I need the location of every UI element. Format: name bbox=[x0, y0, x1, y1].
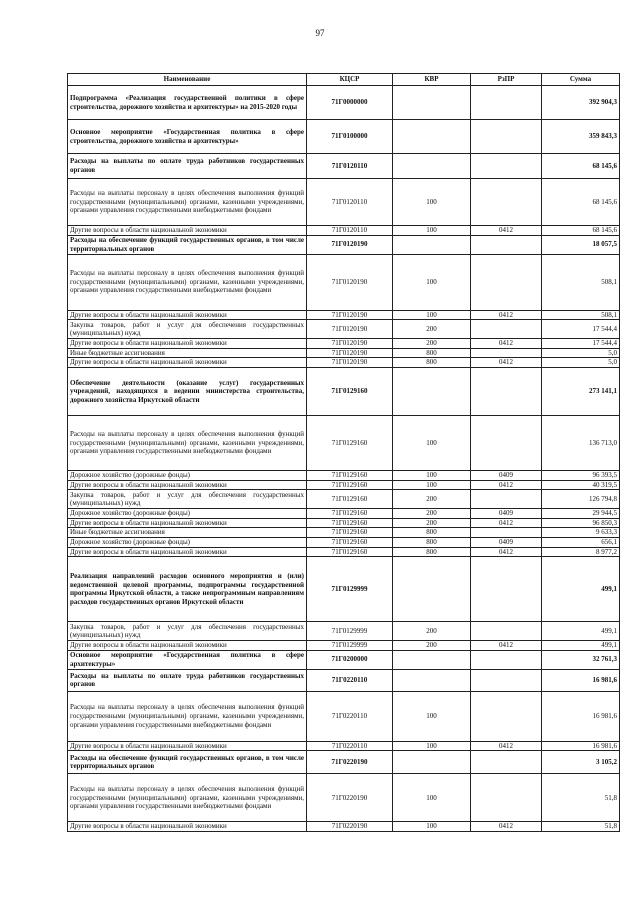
table-row bbox=[68, 518, 620, 528]
cell-rzpr bbox=[471, 179, 542, 226]
cell-kvr: 200 bbox=[393, 509, 471, 519]
cell-rzpr: 0412 bbox=[471, 358, 542, 368]
cell-kvr: 800 bbox=[393, 537, 471, 547]
cell-kcsr: 71Г0120110 bbox=[307, 154, 393, 179]
cell-kcsr: 71Г0220110 bbox=[307, 669, 393, 691]
column-header-kvr: КВР bbox=[393, 74, 471, 86]
table-row bbox=[68, 622, 620, 641]
cell-kcsr: 71Г0120190 bbox=[307, 320, 393, 339]
cell-sum: 656,1 bbox=[542, 537, 620, 547]
cell-kvr: 100 bbox=[393, 470, 471, 480]
cell-kvr bbox=[393, 235, 471, 254]
cell-sum: 29 944,5 bbox=[542, 509, 620, 519]
cell-sum: 17 544,4 bbox=[542, 339, 620, 349]
cell-kcsr: 71Г0120190 bbox=[307, 235, 393, 254]
cell-sum: 68 145,6 bbox=[542, 226, 620, 236]
cell-kvr: 100 bbox=[393, 691, 471, 741]
cell-name: Другие вопросы в области национальной экономики bbox=[68, 480, 307, 490]
cell-rzpr bbox=[471, 528, 542, 538]
cell-sum: 17 544,4 bbox=[542, 320, 620, 339]
cell-rzpr bbox=[471, 622, 542, 641]
table-row bbox=[68, 339, 620, 349]
cell-sum: 126 794,8 bbox=[542, 490, 620, 509]
cell-sum: 5,0 bbox=[542, 348, 620, 358]
cell-name: Другие вопросы в области национальной экономики bbox=[68, 339, 307, 349]
cell-kvr: 800 bbox=[393, 358, 471, 368]
cell-name: Расходы на выплаты персоналу в целях обеспечения выполнения функций государственными (муниципальными) органами, казенными учреждениями, органами управления государственными внебюджетными фондами bbox=[68, 179, 307, 226]
cell-sum: 68 145,6 bbox=[542, 179, 620, 226]
cell-name: Закупка товаров, работ и услуг для обеспечения государственных (муниципальных) нужд bbox=[68, 622, 307, 641]
cell-rzpr: 0412 bbox=[471, 547, 542, 557]
cell-kcsr: 71Г0120190 bbox=[307, 339, 393, 349]
cell-kcsr: 71Г0129160 bbox=[307, 415, 393, 470]
cell-kvr: 100 bbox=[393, 254, 471, 310]
cell-name: Другие вопросы в области национальной экономики bbox=[68, 358, 307, 368]
cell-name: Расходы на выплаты персоналу в целях обеспечения выполнения функций государственными (муниципальными) органами, казенными учреждениями, органами управления государственными внебюджетными фондами bbox=[68, 691, 307, 741]
cell-sum: 68 145,6 bbox=[542, 154, 620, 179]
cell-name: Иные бюджетные ассигнования bbox=[68, 348, 307, 358]
cell-rzpr: 0412 bbox=[471, 339, 542, 349]
cell-kcsr: 71Г0129160 bbox=[307, 470, 393, 480]
cell-rzpr: 0412 bbox=[471, 641, 542, 651]
cell-kvr: 100 bbox=[393, 310, 471, 320]
table-row bbox=[68, 547, 620, 557]
cell-kvr: 100 bbox=[393, 415, 471, 470]
cell-kvr: 800 bbox=[393, 547, 471, 557]
table-row bbox=[68, 557, 620, 622]
cell-name: Обеспечение деятельности (оказание услуг) государственных учреждений, находящихся в ведении министерства строительства, дорожного хозяйства Иркутской области bbox=[68, 367, 307, 415]
cell-name: Основное мероприятие «Государственная политика в сфере архитектуры» bbox=[68, 650, 307, 669]
cell-name: Расходы на выплаты по оплате труда работников государственных органов bbox=[68, 669, 307, 691]
cell-kvr: 200 bbox=[393, 320, 471, 339]
table-row bbox=[68, 470, 620, 480]
cell-kcsr: 71Г0129160 bbox=[307, 480, 393, 490]
cell-kcsr: 71Г0129999 bbox=[307, 641, 393, 651]
cell-rzpr bbox=[471, 774, 542, 822]
cell-kvr: 100 bbox=[393, 179, 471, 226]
cell-name: Подпрограмма «Реализация государственной политики в сфере строительства, дорожного хозяйства и архитектуры» на 2015-2020 годы bbox=[68, 86, 307, 120]
cell-sum: 8 977,2 bbox=[542, 547, 620, 557]
table-row bbox=[68, 480, 620, 490]
cell-kvr bbox=[393, 154, 471, 179]
column-header-rzpr: РзПР bbox=[471, 74, 542, 86]
cell-name: Другие вопросы в области национальной экономики bbox=[68, 310, 307, 320]
cell-sum: 96 393,5 bbox=[542, 470, 620, 480]
cell-kcsr: 71Г0129999 bbox=[307, 557, 393, 622]
table-row bbox=[68, 528, 620, 538]
cell-kcsr: 71Г0120190 bbox=[307, 358, 393, 368]
cell-kcsr: 71Г0129160 bbox=[307, 509, 393, 519]
cell-sum: 18 057,5 bbox=[542, 235, 620, 254]
table-row bbox=[68, 822, 620, 832]
cell-name: Расходы на обеспечение функций государственных органов, в том числе территориальных органов bbox=[68, 751, 307, 774]
cell-kvr: 200 bbox=[393, 518, 471, 528]
cell-sum: 273 141,1 bbox=[542, 367, 620, 415]
cell-kvr: 200 bbox=[393, 490, 471, 509]
cell-name: Расходы на обеспечение функций государственных органов, в том числе территориальных органов bbox=[68, 235, 307, 254]
cell-rzpr: 0412 bbox=[471, 226, 542, 236]
table-row bbox=[68, 669, 620, 691]
table-row bbox=[68, 348, 620, 358]
table-row bbox=[68, 367, 620, 415]
budget-table bbox=[67, 73, 620, 832]
cell-rzpr bbox=[471, 650, 542, 669]
table-row bbox=[68, 310, 620, 320]
cell-kvr: 800 bbox=[393, 528, 471, 538]
cell-kvr: 800 bbox=[393, 348, 471, 358]
cell-kcsr: 71Г0100000 bbox=[307, 120, 393, 154]
cell-name: Расходы на выплаты персоналу в целях обеспечения выполнения функций государственными (муниципальными) органами, казенными учреждениями, органами управления государственными внебюджетными фондами bbox=[68, 415, 307, 470]
cell-rzpr bbox=[471, 669, 542, 691]
page-number: 97 bbox=[315, 28, 325, 38]
cell-name: Другие вопросы в области национальной экономики bbox=[68, 518, 307, 528]
cell-sum: 499,1 bbox=[542, 622, 620, 641]
cell-kcsr: 71Г0129160 bbox=[307, 518, 393, 528]
table-row bbox=[68, 120, 620, 154]
table-body bbox=[68, 86, 620, 832]
cell-kvr bbox=[393, 86, 471, 120]
cell-name: Дорожное хозяйство (дорожные фонды) bbox=[68, 537, 307, 547]
table-row bbox=[68, 235, 620, 254]
cell-name: Расходы на выплаты персоналу в целях обеспечения выполнения функций государственными (муниципальными) органами, казенными учреждениями, органами управления государственными внебюджетными фондами bbox=[68, 254, 307, 310]
column-header-kcsr: КЦСР bbox=[307, 74, 393, 86]
cell-sum: 16 981,6 bbox=[542, 741, 620, 751]
cell-kcsr: 71Г0129160 bbox=[307, 547, 393, 557]
cell-kcsr: 71Г0129160 bbox=[307, 537, 393, 547]
table-row bbox=[68, 650, 620, 669]
table-row bbox=[68, 691, 620, 741]
cell-rzpr bbox=[471, 557, 542, 622]
cell-kcsr: 71Г0220190 bbox=[307, 751, 393, 774]
table-row bbox=[68, 226, 620, 236]
cell-name: Другие вопросы в области национальной экономики bbox=[68, 822, 307, 832]
cell-name: Закупка товаров, работ и услуг для обеспечения государственных (муниципальных) нужд bbox=[68, 320, 307, 339]
cell-kcsr: 71Г0000000 bbox=[307, 86, 393, 120]
table-header-row bbox=[68, 74, 620, 86]
cell-kvr bbox=[393, 557, 471, 622]
cell-sum: 359 843,3 bbox=[542, 120, 620, 154]
cell-kvr bbox=[393, 669, 471, 691]
table-row bbox=[68, 415, 620, 470]
cell-name: Другие вопросы в области национальной экономики bbox=[68, 641, 307, 651]
cell-kcsr: 71Г0220110 bbox=[307, 741, 393, 751]
cell-kcsr: 71Г0220190 bbox=[307, 822, 393, 832]
cell-kcsr: 71Г0120190 bbox=[307, 254, 393, 310]
cell-rzpr: 0409 bbox=[471, 537, 542, 547]
table-row bbox=[68, 254, 620, 310]
cell-rzpr bbox=[471, 120, 542, 154]
cell-sum: 40 319,5 bbox=[542, 480, 620, 490]
cell-kcsr: 71Г0129160 bbox=[307, 528, 393, 538]
cell-kcsr: 71Г0120110 bbox=[307, 179, 393, 226]
cell-rzpr bbox=[471, 348, 542, 358]
cell-rzpr bbox=[471, 254, 542, 310]
cell-sum: 32 761,3 bbox=[542, 650, 620, 669]
cell-name: Дорожное хозяйство (дорожные фонды) bbox=[68, 470, 307, 480]
cell-rzpr bbox=[471, 490, 542, 509]
table-row bbox=[68, 751, 620, 774]
cell-kvr bbox=[393, 751, 471, 774]
cell-rzpr: 0412 bbox=[471, 741, 542, 751]
cell-sum: 508,1 bbox=[542, 310, 620, 320]
cell-name: Другие вопросы в области национальной экономики bbox=[68, 741, 307, 751]
cell-rzpr: 0412 bbox=[471, 518, 542, 528]
table-row bbox=[68, 320, 620, 339]
cell-kcsr: 71Г0129160 bbox=[307, 367, 393, 415]
table-row bbox=[68, 358, 620, 368]
cell-kvr bbox=[393, 650, 471, 669]
cell-name: Расходы на выплаты персоналу в целях обеспечения выполнения функций государственными (муниципальными) органами, казенными учреждениями, органами управления государственными внебюджетными фондами bbox=[68, 774, 307, 822]
cell-rzpr bbox=[471, 235, 542, 254]
cell-rzpr bbox=[471, 691, 542, 741]
cell-kvr: 200 bbox=[393, 641, 471, 651]
cell-rzpr: 0409 bbox=[471, 509, 542, 519]
table-row bbox=[68, 641, 620, 651]
cell-sum: 508,1 bbox=[542, 254, 620, 310]
cell-sum: 392 904,3 bbox=[542, 86, 620, 120]
cell-sum: 9 633,3 bbox=[542, 528, 620, 538]
cell-kvr: 100 bbox=[393, 822, 471, 832]
cell-kcsr: 71Г0129160 bbox=[307, 490, 393, 509]
cell-rzpr: 0409 bbox=[471, 470, 542, 480]
cell-name: Реализация направлений расходов основного мероприятия и (или) ведомственной целевой программы, подпрограммы государственной программы Иркутской области, а также непрограммным направлениям расходов государственных органов Иркутской области bbox=[68, 557, 307, 622]
cell-name: Другие вопросы в области национальной экономики bbox=[68, 226, 307, 236]
cell-kcsr: 71Г0129999 bbox=[307, 622, 393, 641]
cell-sum: 96 850,3 bbox=[542, 518, 620, 528]
cell-name: Основное мероприятие «Государственная политика в сфере строительства, дорожного хозяйства и архитектуры» bbox=[68, 120, 307, 154]
cell-kvr: 100 bbox=[393, 480, 471, 490]
cell-kvr: 200 bbox=[393, 339, 471, 349]
cell-sum: 51,8 bbox=[542, 774, 620, 822]
cell-kvr: 200 bbox=[393, 622, 471, 641]
cell-kvr bbox=[393, 120, 471, 154]
cell-rzpr: 0412 bbox=[471, 822, 542, 832]
cell-kvr: 100 bbox=[393, 741, 471, 751]
table-row bbox=[68, 86, 620, 120]
table-row bbox=[68, 490, 620, 509]
cell-sum: 51,8 bbox=[542, 822, 620, 832]
cell-sum: 16 981,6 bbox=[542, 669, 620, 691]
column-header-name: Наименование bbox=[68, 74, 307, 86]
table-row bbox=[68, 537, 620, 547]
cell-kvr bbox=[393, 367, 471, 415]
cell-kcsr: 71Г0220190 bbox=[307, 774, 393, 822]
cell-kvr: 100 bbox=[393, 226, 471, 236]
cell-name: Закупка товаров, работ и услуг для обеспечения государственных (муниципальных) нужд bbox=[68, 490, 307, 509]
table-row bbox=[68, 741, 620, 751]
cell-sum: 136 713,0 bbox=[542, 415, 620, 470]
table-row bbox=[68, 154, 620, 179]
cell-sum: 16 981,6 bbox=[542, 691, 620, 741]
table-row bbox=[68, 509, 620, 519]
cell-kcsr: 71Г0200000 bbox=[307, 650, 393, 669]
cell-rzpr bbox=[471, 415, 542, 470]
cell-kcsr: 71Г0220110 bbox=[307, 691, 393, 741]
cell-sum: 5,0 bbox=[542, 358, 620, 368]
cell-name: Расходы на выплаты по оплате труда работников государственных органов bbox=[68, 154, 307, 179]
cell-rzpr bbox=[471, 751, 542, 774]
table-row bbox=[68, 774, 620, 822]
cell-rzpr bbox=[471, 367, 542, 415]
cell-sum: 499,1 bbox=[542, 641, 620, 651]
cell-rzpr bbox=[471, 154, 542, 179]
cell-rzpr: 0412 bbox=[471, 310, 542, 320]
cell-rzpr bbox=[471, 320, 542, 339]
cell-rzpr bbox=[471, 86, 542, 120]
cell-kvr: 100 bbox=[393, 774, 471, 822]
cell-sum: 499,1 bbox=[542, 557, 620, 622]
cell-kcsr: 71Г0120190 bbox=[307, 310, 393, 320]
cell-rzpr: 0412 bbox=[471, 480, 542, 490]
cell-kcsr: 71Г0120190 bbox=[307, 348, 393, 358]
table-row bbox=[68, 179, 620, 226]
cell-kcsr: 71Г0120110 bbox=[307, 226, 393, 236]
column-header-sum: Сумма bbox=[542, 74, 620, 86]
cell-name: Другие вопросы в области национальной экономики bbox=[68, 547, 307, 557]
cell-sum: 3 105,2 bbox=[542, 751, 620, 774]
cell-name: Иные бюджетные ассигнования bbox=[68, 528, 307, 538]
cell-name: Дорожное хозяйство (дорожные фонды) bbox=[68, 509, 307, 519]
